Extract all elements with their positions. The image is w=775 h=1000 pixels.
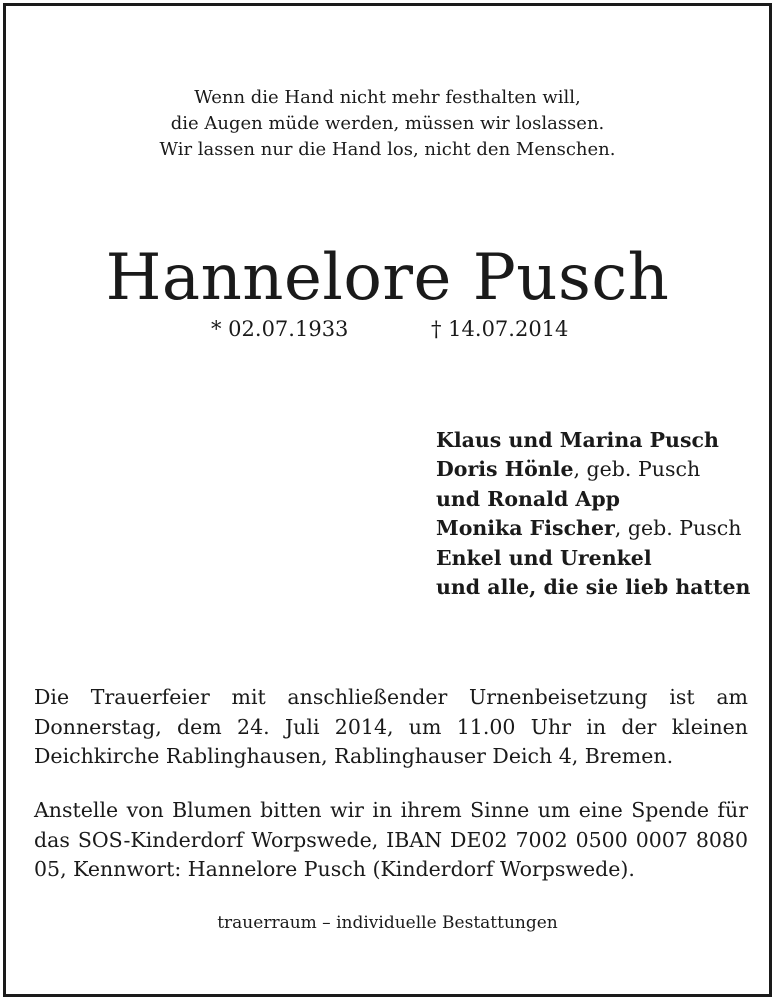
mourner-line: Monika Fischer, geb. Pusch [436,516,742,541]
poem-line: die Augen müde werden, müssen wir loslassen. [170,113,605,134]
mourner-line: Doris Hönle, geb. Pusch [436,457,701,482]
birth-date: * 02.07.1933 [211,317,349,341]
donation-paragraph: Anstelle von Blumen bitten wir in ihrem Sinne um eine Spende für das SOS-Kinderdorf Worpswede, IBAN DE02 7002 0500 0007 8080 05, Kennwort: Hannelore Pusch (Kinderdorf Worpswede). [34,798,748,881]
poem-line: Wir lassen nur die Hand los, nicht den Menschen. [159,139,616,160]
mourner-line: und alle, die sie lieb hatten [436,575,751,600]
death-date: † 14.07.2014 [431,317,569,341]
mourner-line: Klaus und Marina Pusch [436,428,719,452]
deceased-name: Hannelore Pusch [105,241,670,315]
funeral-home-credit: trauerraum – individuelle Bestattungen [217,913,558,933]
ceremony-paragraph: Die Trauerfeier mit anschließender Urnenbeisetzung ist am Donnerstag, dem 24. Juli 2014, um 11.00 Uhr in der kleinen Deichkirche Rablinghausen, Rablinghauser Deich 4, Bremen. [34,685,748,768]
mourner-line: und Ronald App [436,486,621,511]
mourner-line: Enkel und Urenkel [436,545,652,570]
mourners-list [436,426,750,602]
memorial-poem [6,85,769,163]
obituary-notice [3,3,772,997]
poem-line: Wenn die Hand nicht mehr festhalten will, [194,87,581,108]
